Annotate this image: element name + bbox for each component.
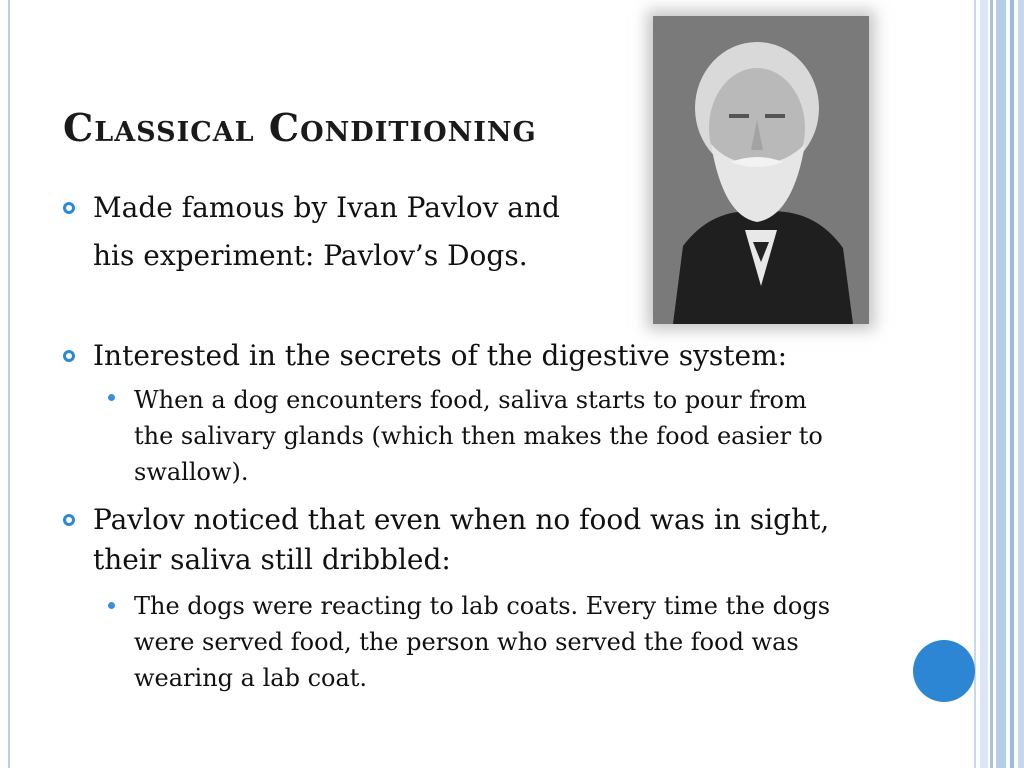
stripe-2 [980,0,988,768]
stripe-3 [990,0,993,768]
bullet-2-line-1: Interested in the secrets of the digestive system: [93,339,788,372]
left-border-decoration [0,0,10,768]
bullet-3-sub-line-2: were served food, the person who served the food was [134,628,799,656]
stripe-6 [1018,0,1024,768]
bullet-1-line-2: his experiment: Pavlov’s Dogs. [93,239,528,272]
filled-dot-bullet-icon [108,394,115,401]
bullet-3-sub-line-3: wearing a lab coat. [134,664,368,692]
stripe-4 [996,0,1006,768]
slide-title: Classical Conditioning [63,105,537,150]
hollow-circle-bullet-icon [63,202,75,214]
stripe-5 [1010,0,1014,768]
blue-circle-icon [913,640,975,702]
bullet-1-line-1: Made famous by Ivan Pavlov and [93,191,560,224]
bullet-3-line-1: Pavlov noticed that even when no food was in sight, [93,503,830,536]
bullet-3-sub-line-1: The dogs were reacting to lab coats. Every time the dogs [134,592,831,620]
bullet-2-sub-line-3: swallow). [134,458,249,486]
hollow-circle-bullet-icon [63,514,75,526]
hollow-circle-bullet-icon [63,350,75,362]
bullet-2-sub-line-1: When a dog encounters food, saliva starts to pour from [134,386,807,414]
portrait-illustration [653,16,869,324]
right-stripes-decoration [974,0,1024,768]
bullet-3-line-2: their saliva still dribbled: [93,543,451,576]
stripe-1 [974,0,976,768]
portrait-photo [653,16,869,324]
filled-dot-bullet-icon [108,602,115,609]
bullet-2-sub-line-2: the salivary glands (which then makes the food easier to [134,422,823,450]
